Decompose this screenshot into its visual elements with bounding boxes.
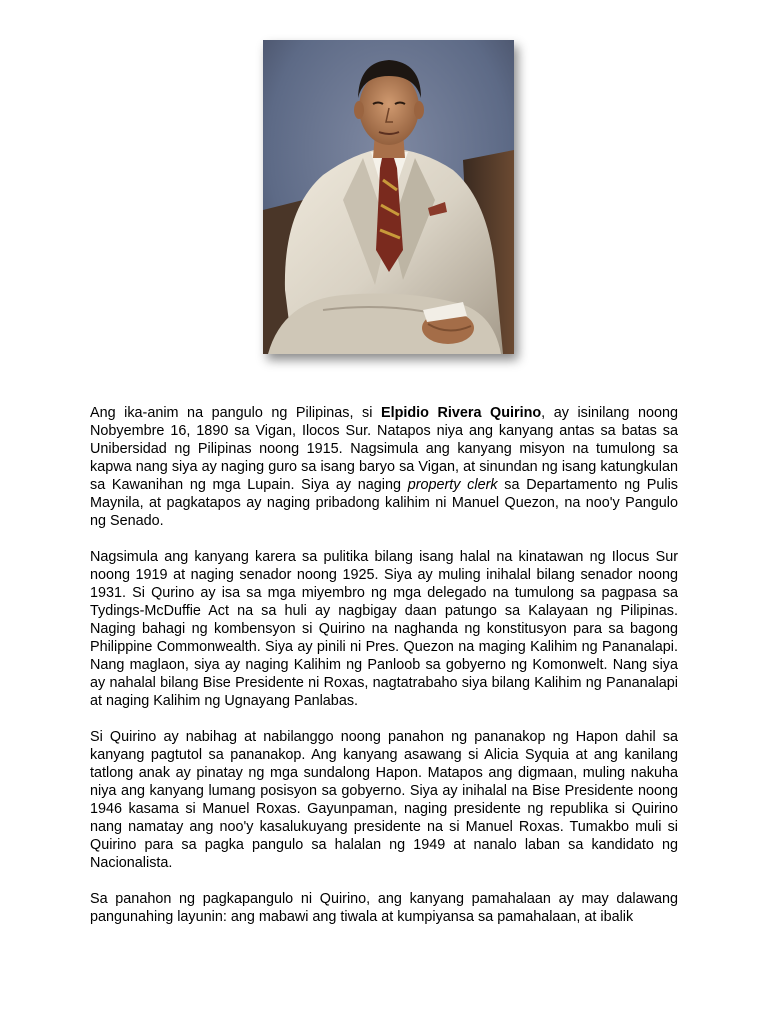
president-name: Elpidio Rivera Quirino — [380, 405, 542, 421]
paragraph-3: Si Quirino ay nabihag at nabilanggo noong panahon ng pananakop ng Hapon dahil sa kanyang pagtutol sa pananakop. Ang kanyang asawang si Alicia Syquia at ang kanilang tatlong anak ay pinatay ng mga sundalong Hapon. Matapos ang digmaan, muling nakuha niya ang kanyang lumang posisyon sa gobyerno. Siya ay inihalal na Bise Presidente noong 1946 kasama si Manuel Roxas. Gayunpaman, naging presidente ng republika si Quirino nang namatay ang noo'y kasalukuyang presidente na si Manuel Roxas. Tumakbo muli si Quirino para sa pagka pangulo sa halalan ng 1949 at nanalo laban sa kandidato ng Nacionalista. — [90, 729, 678, 871]
p1-italic-term: property clerk — [407, 477, 498, 493]
p1-text-start: Ang ika-anim na pangulo ng Pilipinas, si — [90, 405, 381, 421]
p1-text-end: sa Departamento ng Pulis Maynila, at pagkatapos ay naging pribadong kalihim ni Manuel Quezon, na noo'y Pangulo ng Senado. — [90, 477, 678, 529]
paragraph-2: Nagsimula ang kanyang karera sa pulitika bilang isang halal na kinatawan ng Ilocus Sur noong 1919 at naging senador noong 1925. Siya ay muling inihalal bilang senador noong 1931. Si Qurino ay isa sa mga miyembro ng mga delegado na tumulong sa pagpasa sa Tydings-McDuffie Act na sa huli ay nagbigay daan patungo sa Kalayaan ng Pilipinas. Naging bahagi ng kombensyon si Quirino na naghanda ng konstitusyon para sa bagong Philippine Commonwealth. Siya ay pinili ni Pres. Quezon na maging Kalihim ng Pananalapi. Nang maglaon, siya ay naging Kalihim ng Panloob sa gobyerno ng Komonwelt. Nang siya ay nahalal bilang Bise Presidente ni Roxas, nagtatrabaho siya bilang Kalihim ng Pananalapi at naging Kalihim ng Ugnayang Panlabas. — [90, 549, 678, 709]
portrait-painting — [263, 40, 514, 354]
portrait-image — [263, 40, 514, 354]
p1-text-middle: , ay isinilang noong Nobyembre 16, 1890 sa Vigan, Ilocos Sur. Natapos niya ang kanyang antas sa batas sa Unibersidad ng Pilipinas noong 1915. Nagsimula ang kanyang misyon na tumulong sa kapwa nang siya ay naging guro sa isang baryo sa Vigan, at sinundan ng isang katungkulan sa Kawanihan ng mga Lupain. Siya ay naging — [90, 405, 678, 493]
paragraph-4: Sa panahon ng pagkapangulo ni Quirino, ang kanyang pamahalaan ay may dalawang pangunahing layunin: ang mabawi ang tiwala at kumpiyansa sa pamahalaan, at ibalik — [90, 891, 678, 925]
paragraph-1 — [90, 404, 678, 530]
